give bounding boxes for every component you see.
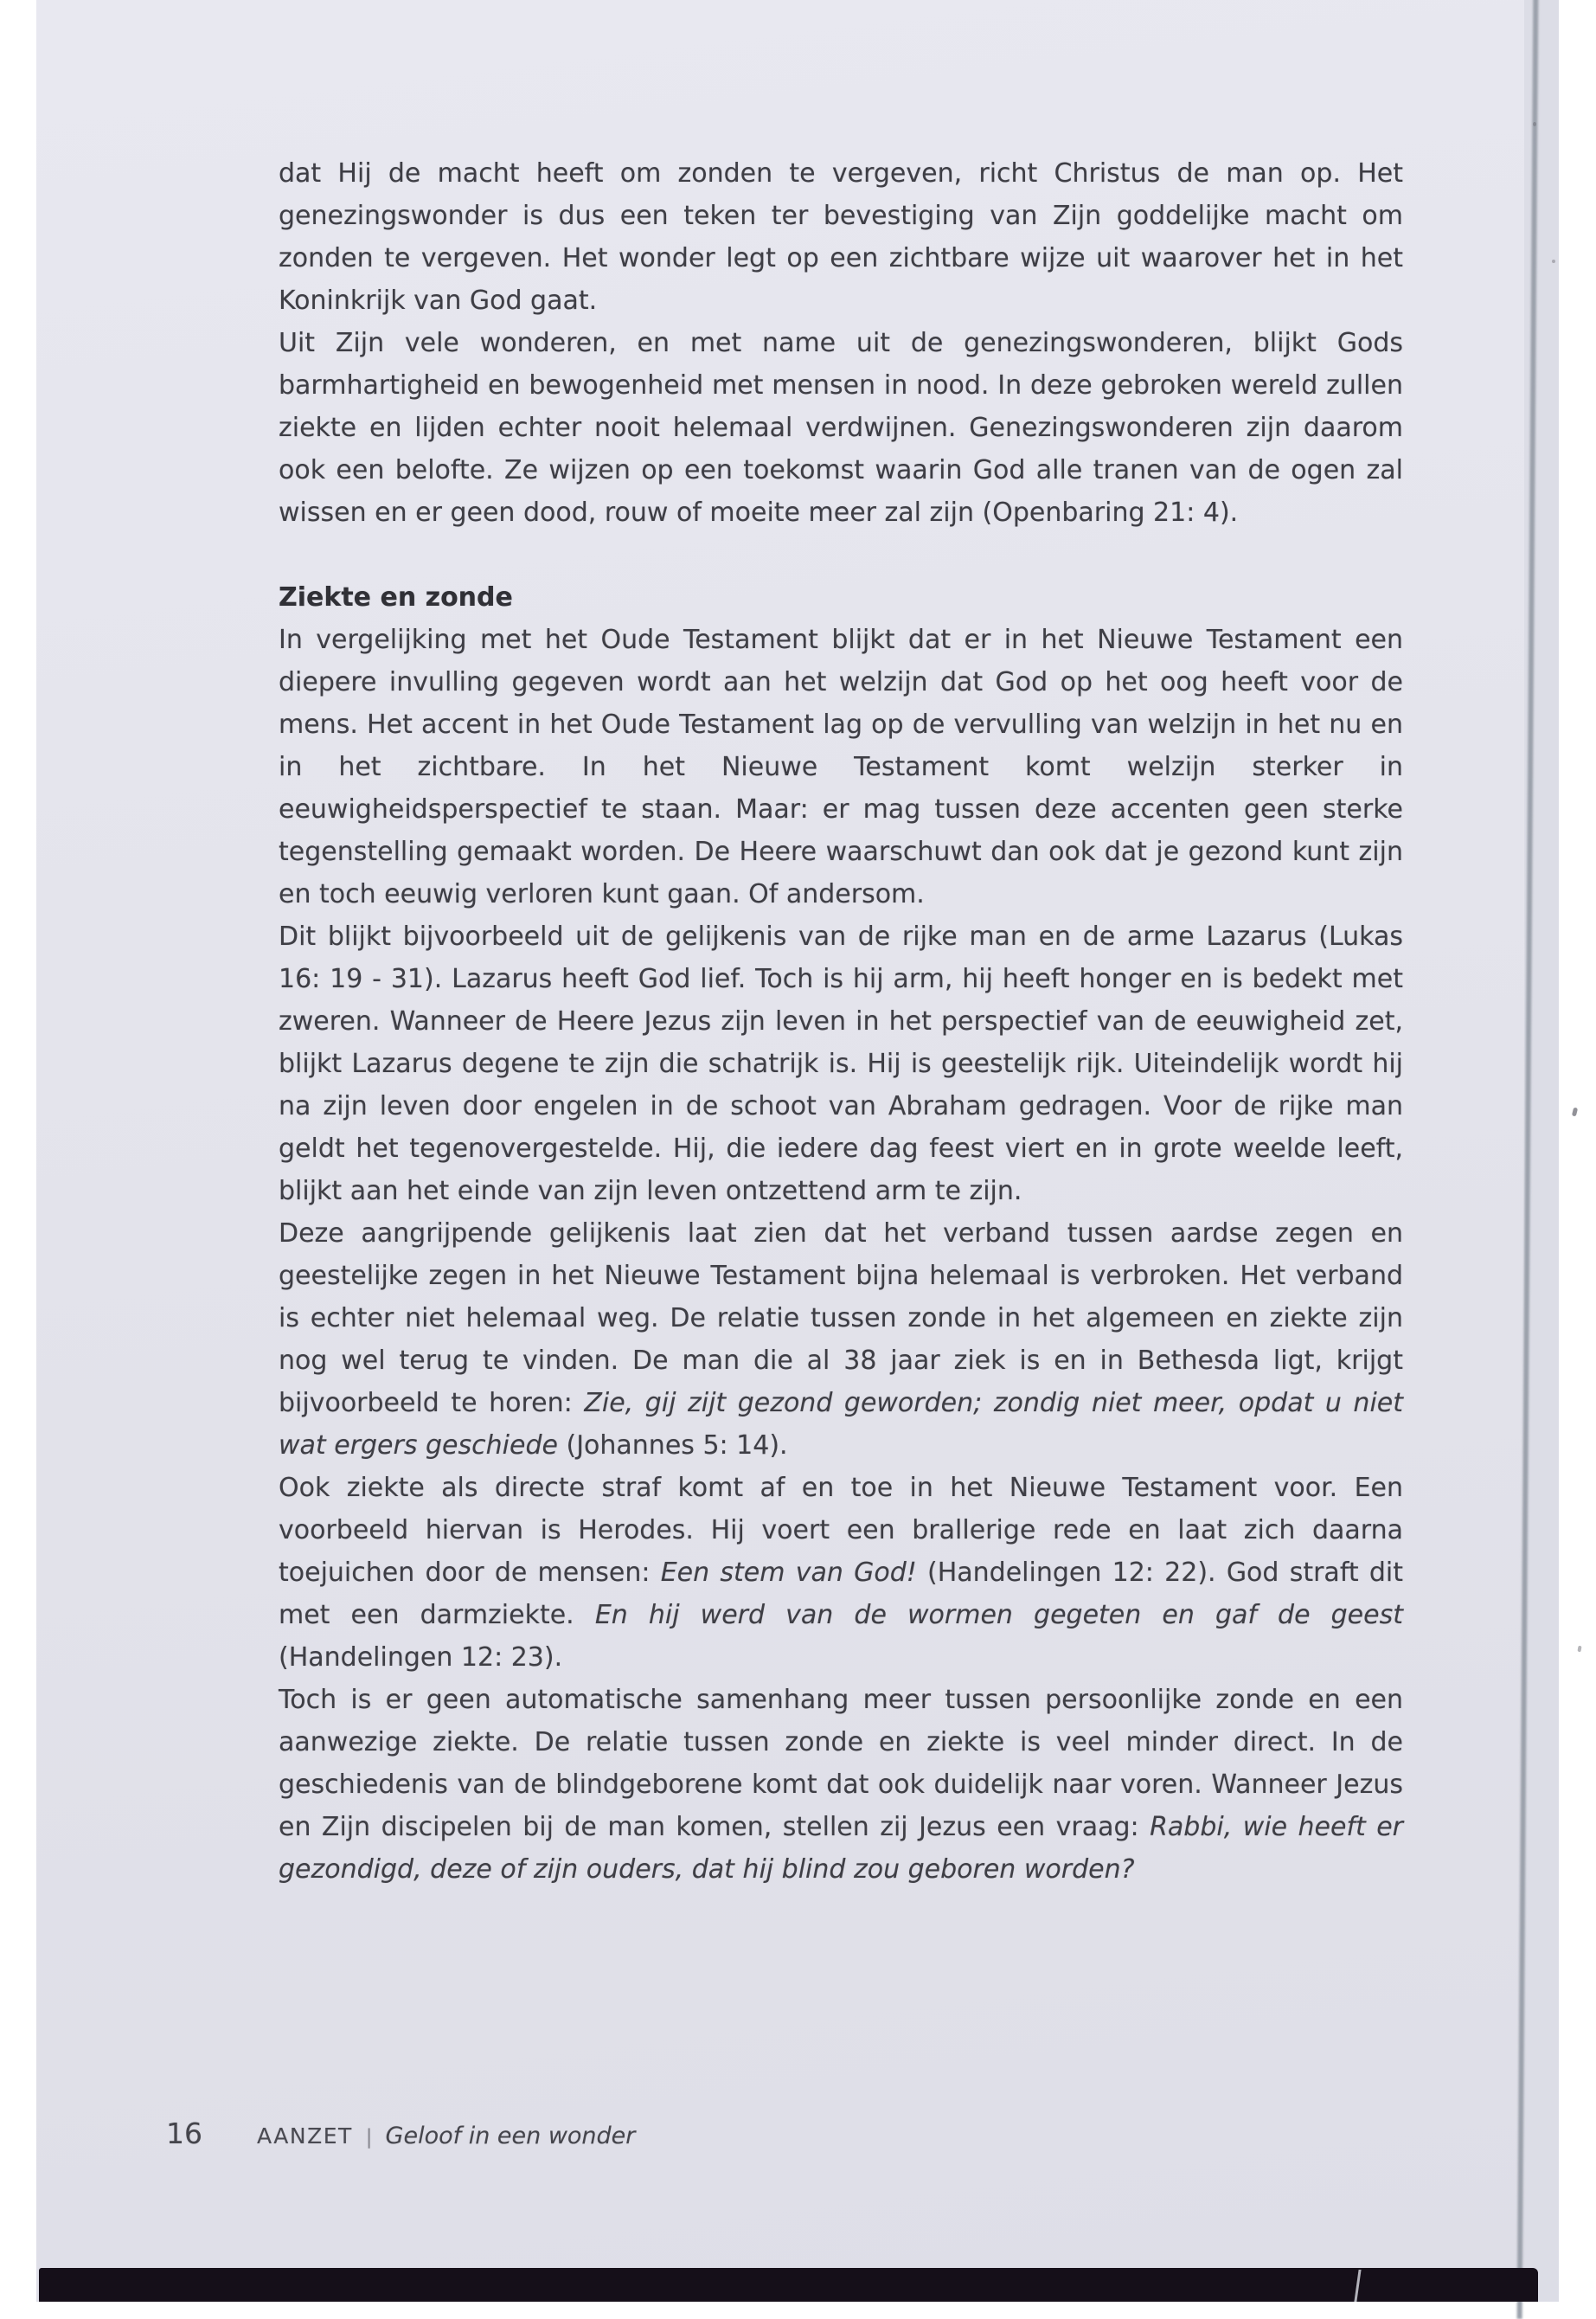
body-text-run: (Johannes 5: 14). — [557, 1430, 788, 1461]
paragraph — [279, 1467, 1403, 1679]
paragraph — [279, 915, 1403, 1212]
section-heading: Ziekte en zonde — [279, 582, 513, 613]
page-number: 16 — [166, 2117, 202, 2150]
footer-chapter-title: Geloof in een wonder — [385, 2123, 636, 2149]
scripture-quote: En hij werd van de wormen gegeten en gaf de geest — [594, 1600, 1403, 1630]
dust-speck — [1572, 1108, 1578, 1117]
footer-separator: | — [365, 2126, 373, 2149]
page-footer — [166, 2117, 635, 2150]
dust-speck — [1577, 1646, 1581, 1653]
body-text-run: (Handelingen 12: 23). — [279, 1642, 563, 1673]
paragraph — [279, 322, 1403, 534]
cover-bar-scratch — [1354, 2270, 1361, 2302]
body-text-run: (Handelingen 12: 22). God straft dit met een darmziekte. — [279, 1558, 1403, 1630]
body-text-run: Toch is er geen automatische samenhang meer tussen persoonlijke zonde en een aanwezige ziekte. De relatie tussen zonde en ziekte is veel minder direct. In de geschiedenis van de blindgeborene komt dat ook duidelijk naar voren. Wanneer Jezus en Zijn discipelen bij de man komen, stellen zij Jezus een vraag: — [279, 1685, 1403, 1842]
body-text — [279, 152, 1403, 1891]
scripture-quote: Een stem van God! — [660, 1558, 917, 1588]
scripture-quote: Rabbi, wie heeft er gezondigd, deze of zijn ouders, dat hij blind zou geboren worden? — [279, 1812, 1403, 1885]
body-text-run: Ook ziekte als directe straf komt af en toe in het Nieuwe Testament voor. Een voorbeeld hiervan is Herodes. Hij voert een brallerige rede en laat zich daarna toejuichen door de mensen: — [279, 1473, 1403, 1588]
paragraph — [279, 152, 1403, 322]
dust-speck — [1533, 122, 1536, 126]
paragraph — [279, 619, 1403, 915]
footer-book-title: AANZET — [257, 2123, 353, 2149]
body-text-run: Uit Zijn vele wonderen, en met name uit de genezingswonderen, blijkt Gods barmhartigheid en bewogenheid met mensen in nood. In deze gebroken wereld zullen ziekte en lijden echter nooit helemaal verdwijnen. Genezingswonderen zijn daarom ook een belofte. Ze wijzen op een toekomst waarin God alle tranen van de ogen zal wissen en er geen dood, rouw of moeite meer zal zijn (Openbaring 21: 4). — [279, 328, 1403, 528]
scripture-quote: Zie, gij zijt gezond geworden; zondig niet meer, opdat u niet wat ergers geschiede — [279, 1388, 1404, 1461]
paragraph — [279, 1679, 1403, 1891]
body-text-run: Deze aangrijpende gelijkenis laat zien dat het verband tussen aardse zegen en geestelijke zegen in het Nieuwe Testament bijna helemaal is verbroken. Het verband is echter niet helemaal weg. De relatie tussen zonde in het algemeen en ziekte zijn nog wel terug te vinden. De man die al 38 jaar ziek is en in Bethesda ligt, krijgt bijvoorbeeld te horen: — [279, 1218, 1403, 1418]
body-text-run: Dit blijkt bijvoorbeeld uit de gelijkenis van de rijke man en de arme Lazarus (Lukas 16: 19 - 31). Lazarus heeft God lief. Toch is hij arm, hij heeft honger en is bedekt met zweren. Wanneer de Heere Jezus zijn leven in het perspectief van de eeuwigheid zet, blijkt Lazarus degene te zijn die schatrijk is. Hij is geestelijk rijk. Uiteindelijk wordt hij na zijn leven door engelen in de schoot van Abraham gedragen. Voor de rijke man geldt het tegenovergestelde. Hij, die iedere dag feest viert en in grote weelde leeft, blijkt aan het einde van zijn leven ontzettend arm te zijn. — [279, 922, 1403, 1206]
body-text-run: In vergelijking met het Oude Testament blijkt dat er in het Nieuwe Testament een diepere invulling gegeven wordt aan het welzijn dat God op het oog heeft voor de mens. Het accent in het Oude Testament lag op de vervulling van welzijn in het nu en in het zichtbare. In het Nieuwe Testament komt welzijn sterker in eeuwigheidsperspectief te staan. Maar: er mag tussen deze accenten geen sterke tegenstelling gemaakt worden. De Heere waarschuwt dan ook dat je gezond kunt zijn en toch eeuwig verloren kunt gaan. Of andersom. — [279, 625, 1403, 909]
dust-speck — [1552, 260, 1555, 263]
book-cover-bar — [39, 2268, 1538, 2302]
paragraph — [279, 1212, 1403, 1467]
body-text-run: dat Hij de macht heeft om zonden te vergeven, richt Christus de man op. Het genezingswonder is dus een teken ter bevestiging van Zijn goddelijke macht om zonden te vergeven. Het wonder legt op een zichtbare wijze uit waarover het in het Koninkrijk van God gaat. — [279, 158, 1403, 316]
